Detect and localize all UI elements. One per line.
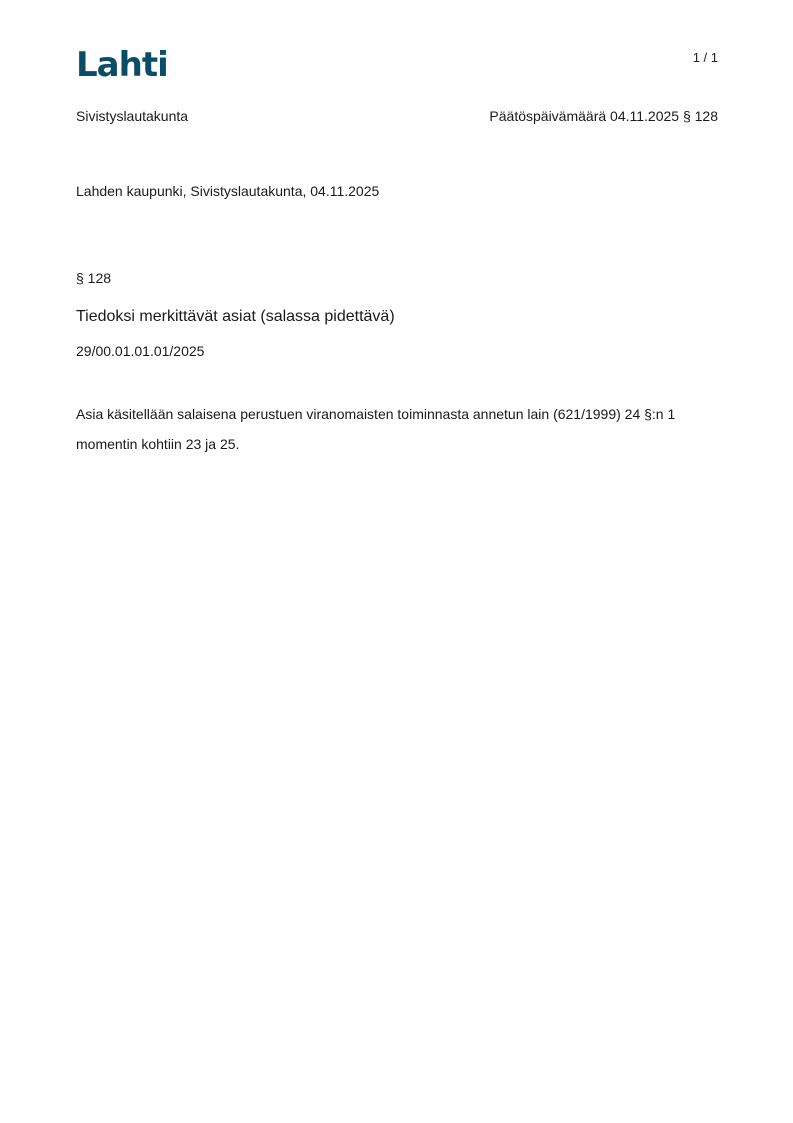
board-name: Sivistyslautakunta bbox=[76, 108, 189, 124]
section-number: § 128 bbox=[76, 270, 112, 286]
page-number: 1 / 1 bbox=[692, 50, 718, 65]
document-header bbox=[76, 107, 718, 125]
decision-date: Päätöspäivämäärä 04.11.2025 § 128 bbox=[489, 108, 718, 124]
lahti-logo: Lahti bbox=[76, 45, 168, 85]
body-paragraph: Asia käsitellään salaisena perustuen viranomaisten toiminnasta annetun lain (621/1999) 24 §:n 1 momentin kohtiin 23 ja 25. bbox=[76, 406, 676, 452]
item-title: Tiedoksi merkittävät asiat (salassa pidettävä) bbox=[76, 308, 395, 325]
organization-line: Lahden kaupunki, Sivistyslautakunta, 04.11.2025 bbox=[76, 183, 380, 199]
diary-number: 29/00.01.01.01/2025 bbox=[76, 343, 205, 359]
